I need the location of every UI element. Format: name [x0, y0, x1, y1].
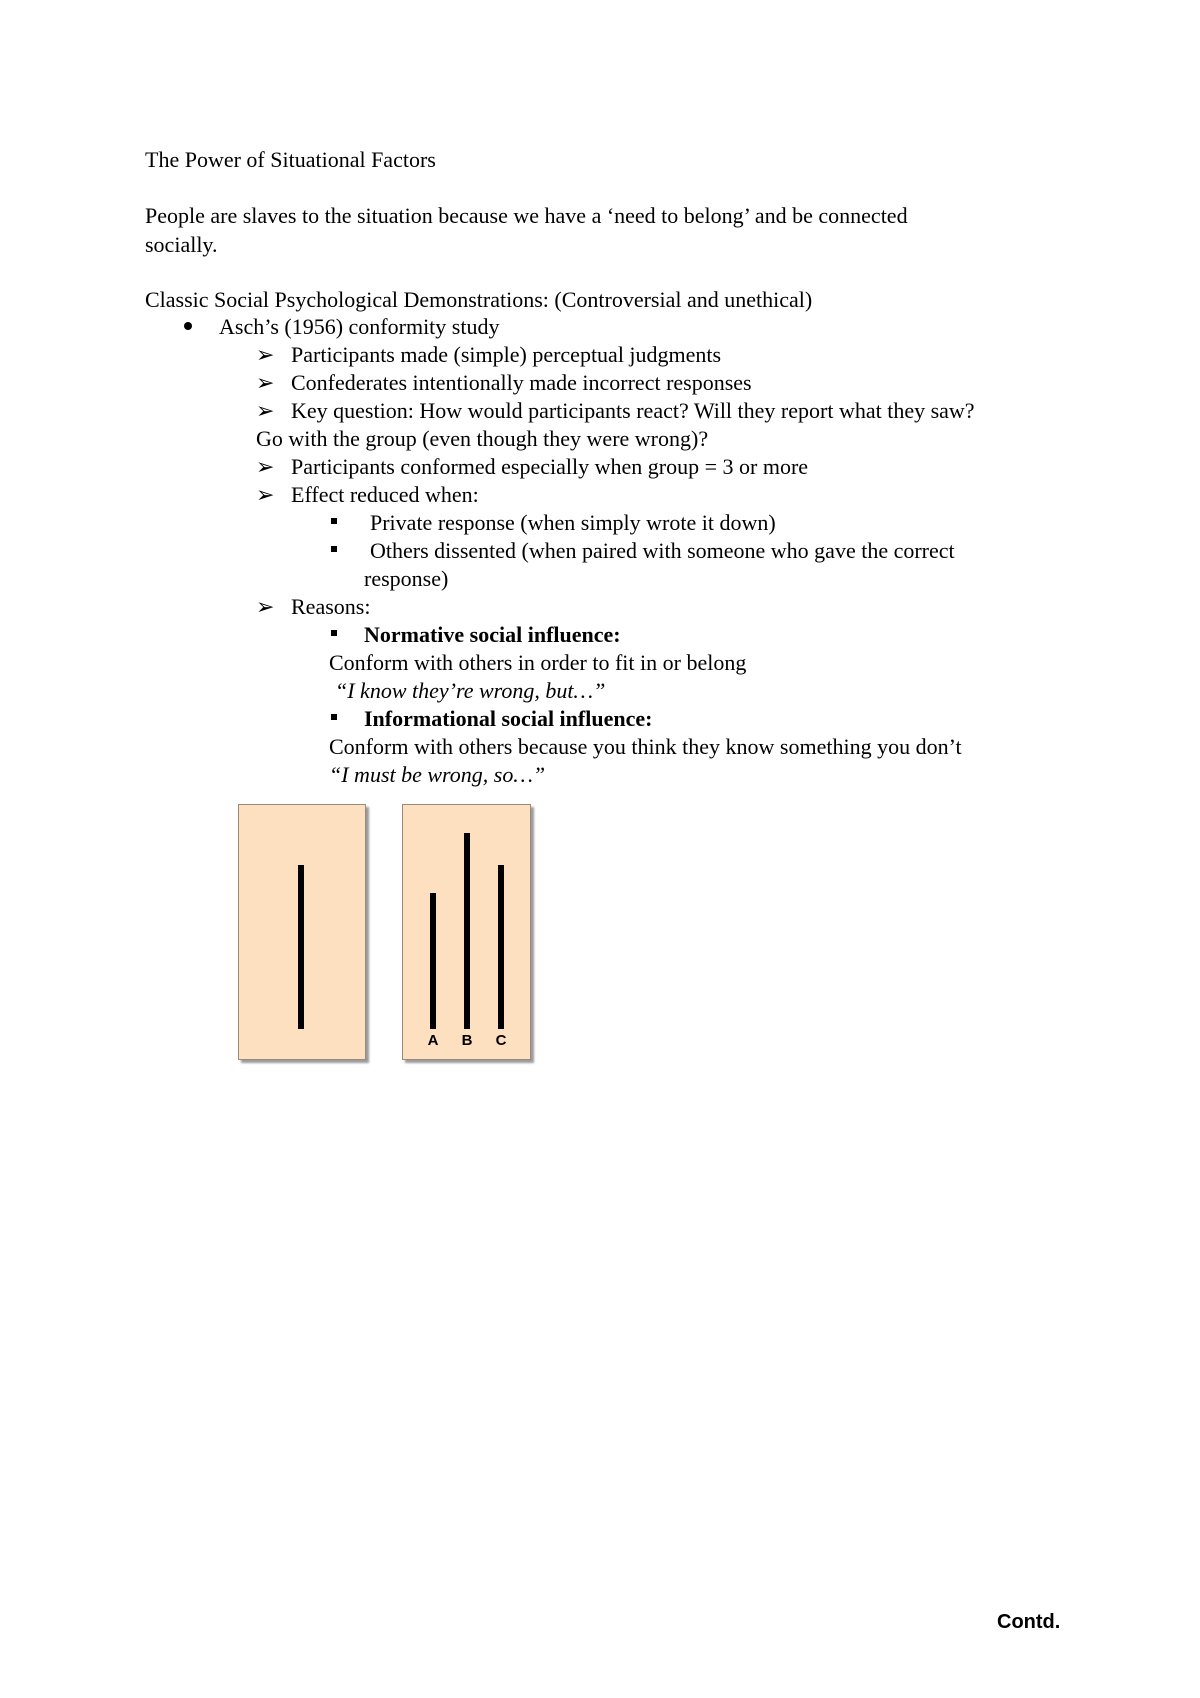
square-bullet-icon [331, 518, 337, 524]
point-reasons: Reasons: [291, 594, 371, 619]
bullet-dot-icon [184, 322, 192, 330]
square-bullet-icon [331, 546, 337, 552]
label-a: A [427, 1032, 439, 1049]
intro-line-1: People are slaves to the situation because we have a ‘need to belong’ and be connected [145, 203, 908, 228]
informational-influence-title: Informational social influence: [364, 706, 653, 731]
comparison-line-a [430, 893, 436, 1029]
comparison-line-b [464, 833, 470, 1029]
label-b: B [461, 1032, 473, 1049]
square-bullet-icon [331, 714, 337, 720]
point-key-question: Key question: How would participants react? Will they report what they saw? [291, 398, 975, 423]
normative-influence-quote: “I know they’re wrong, but…” [335, 678, 606, 703]
standard-line [298, 865, 304, 1029]
page-title: The Power of Situational Factors [145, 147, 436, 172]
section-heading: Classic Social Psychological Demonstrations: (Controversial and unethical) [145, 287, 813, 312]
normative-influence-desc: Conform with others in order to fit in or belong [329, 650, 747, 675]
standard-line-card [238, 804, 366, 1060]
normative-influence-title: Normative social influence: [364, 622, 621, 647]
arrow-bullet-icon: ➢ [256, 482, 275, 507]
point-perceptual: Participants made (simple) perceptual judgments [291, 342, 722, 367]
label-c: C [495, 1032, 507, 1049]
comparison-lines-card [402, 804, 531, 1060]
square-bullet-icon [331, 630, 337, 636]
comparison-line-c [498, 865, 504, 1029]
reduced-others-dissented: Others dissented (when paired with someone who gave the correct [370, 538, 955, 563]
arrow-bullet-icon: ➢ [256, 342, 275, 367]
point-key-question-cont: Go with the group (even though they were wrong)? [256, 426, 709, 451]
informational-influence-desc: Conform with others because you think they know something you don’t [329, 734, 962, 759]
arrow-bullet-icon: ➢ [256, 370, 275, 395]
intro-line-2: socially. [145, 232, 218, 257]
point-effect-reduced: Effect reduced when: [291, 482, 479, 507]
point-conformed: Participants conformed especially when group = 3 or more [291, 454, 809, 479]
reduced-others-dissented-cont: response) [364, 566, 449, 591]
study-label: Asch’s (1956) conformity study [219, 314, 500, 339]
continued-note: Contd. [997, 1611, 1061, 1633]
arrow-bullet-icon: ➢ [256, 594, 275, 619]
arrow-bullet-icon: ➢ [256, 454, 275, 479]
reduced-private-response: Private response (when simply wrote it down) [370, 510, 776, 535]
point-confederates: Confederates intentionally made incorrect responses [291, 370, 752, 395]
arrow-bullet-icon: ➢ [256, 398, 275, 423]
informational-influence-quote: “I must be wrong, so…” [329, 762, 546, 787]
